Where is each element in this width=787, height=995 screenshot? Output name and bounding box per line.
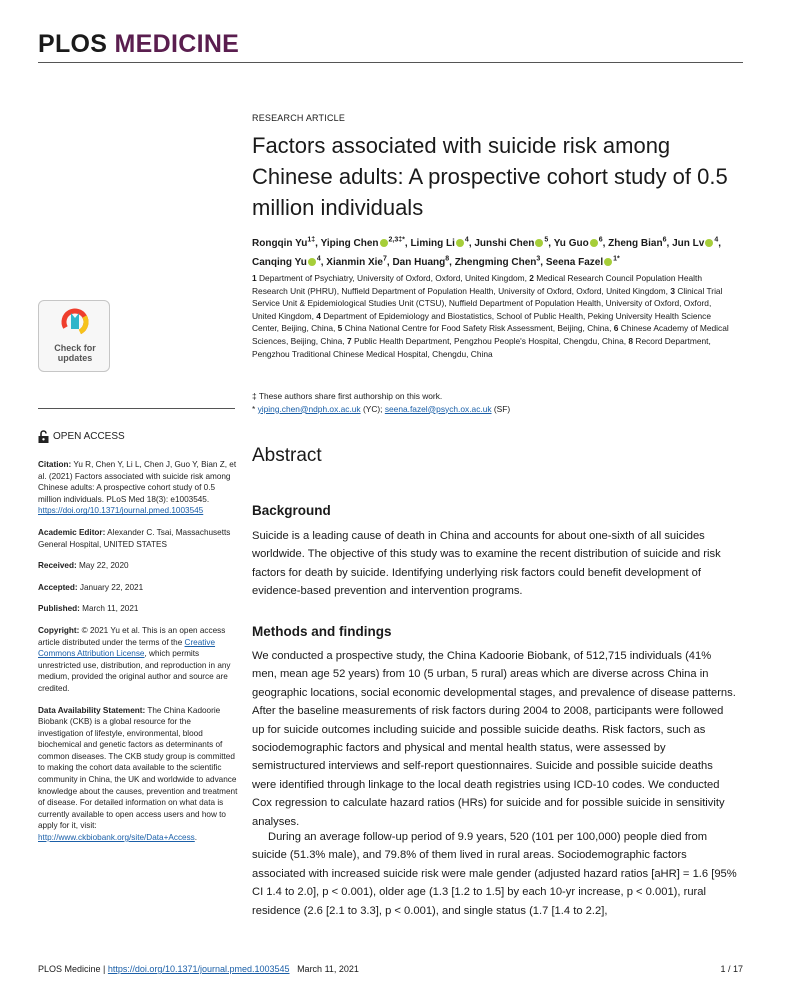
footer-doi-link[interactable]: https://doi.org/10.1371/journal.pmed.1003545 bbox=[107, 964, 290, 974]
email-link-sf[interactable]: seena.fazel@psych.ox.ac.uk bbox=[384, 403, 492, 414]
citation-text: Yu R, Chen Y, Li L, Chen J, Guo Y, Bian Z, et al. (2021) Factors associated with suicide risk among Chinese adults: A prospective cohort study of 0.5 million individuals. PLoS Med 18(3): e1003545. bbox=[38, 460, 237, 504]
author-entry bbox=[252, 257, 326, 268]
author-separator: , bbox=[315, 238, 321, 250]
affiliation-text: Clinical Trial Service Unit & Epidemiological Studies Unit (CTSU), Nuffield Department of Population Health, University of Oxford, Oxford, United Kingdom, bbox=[252, 285, 723, 321]
citation-block bbox=[38, 459, 238, 517]
author-entry bbox=[474, 238, 553, 249]
footer-journal: PLOS Medicine bbox=[38, 964, 101, 974]
footer-separator: | bbox=[103, 964, 106, 974]
affiliation-text: Public Health Department, Pengzhou People's Hospital, Chengdu, China, bbox=[353, 335, 627, 346]
author-name[interactable]: Yu Guo bbox=[553, 238, 589, 250]
academic-editor-text: Alexander C. Tsai, Massachusetts General Hospital, UNITED STATES bbox=[38, 527, 231, 549]
affiliation-text: Chinese Academy of Medical Sciences, Beijing, China, bbox=[252, 323, 729, 346]
orcid-icon[interactable] bbox=[535, 239, 543, 247]
affiliation-list bbox=[252, 272, 730, 360]
abstract-heading: Abstract bbox=[252, 445, 322, 466]
author-separator: , bbox=[404, 238, 411, 250]
citation-doi-link[interactable]: https://doi.org/10.1371/journal.pmed.1003545 bbox=[38, 506, 204, 516]
background-paragraph: Suicide is a leading cause of death in China and accounts for about one-sixth of all suicides worldwide. The objective of this study was to examine the recent distribution of suicide and risk factors for death by suicide. Identifying underlying risk factors could benefit development of evidence-based prevention and intervention programs. bbox=[252, 530, 721, 598]
author-name[interactable]: Seena Fazel bbox=[545, 256, 604, 268]
page-footer bbox=[38, 964, 743, 974]
author-separator: , bbox=[540, 256, 546, 268]
header-divider bbox=[38, 62, 743, 63]
check-for-updates-icon bbox=[60, 307, 90, 337]
received-label: Received: bbox=[38, 561, 77, 571]
journal-logo[interactable] bbox=[38, 30, 239, 59]
affiliation-number: 2 bbox=[529, 273, 534, 283]
affiliation-text: Department of Psychiatry, University of Oxford, Oxford, United Kingdom, bbox=[259, 273, 527, 283]
author-name[interactable]: Liming Li bbox=[410, 238, 455, 250]
data-availability-end: . bbox=[194, 833, 198, 843]
corresponding-star: * bbox=[252, 403, 256, 414]
background-heading: Background bbox=[252, 503, 331, 518]
data-availability-text: The China Kadoorie Biobank (CKB) is a global resource for the investigation of lifestyle, environmental, blood biochemical and genetic factors as determinants of common diseases. The CKB study group is committed to making the cohort data available to the scientific community in China, the UK and worldwide to advance knowledge about the causes, prevention and treatment of disease. For detailed information on what data is currently available to open access users and how to apply for it, visit: bbox=[38, 705, 238, 831]
shared-first-authorship-note: ‡ These authors share first authorship on this work. bbox=[252, 391, 443, 401]
author-name[interactable]: Xianmin Xie bbox=[326, 256, 383, 268]
journal-name-plos: PLOS bbox=[38, 30, 108, 58]
corresponding-emails bbox=[252, 403, 730, 416]
author-affiliation-sup: 4 bbox=[316, 255, 321, 263]
affiliation-number: 3 bbox=[670, 285, 675, 296]
author-entry bbox=[455, 257, 546, 268]
author-entry bbox=[252, 238, 321, 249]
author-name[interactable]: Zhengming Chen bbox=[454, 256, 537, 268]
sidebar-divider bbox=[38, 408, 235, 409]
affiliation-number: 4 bbox=[316, 310, 321, 321]
accepted-date: January 22, 2021 bbox=[79, 582, 144, 592]
author-separator: , bbox=[449, 256, 455, 268]
badge-line-1: Check for bbox=[54, 343, 96, 353]
author-separator: , bbox=[468, 238, 475, 250]
methods-paragraph-2: During an average follow-up period of 9.9 years, 520 (101 per 100,000) people died from suicide (51.3% male), and 79.8% of them lived in rural areas. Sociodemographic factors associated with increased suicide risk were male gender (adjusted hazard ratios [aHR] = 1.6 [95% CI 1.4 to 2.0], p < 0.001), older age (1.3 [1.2 to 1.5] by each 10-yr increase, p < 0.001), rural residence (2.6 [2.1 to 3.3], p < 0.001), and single status (1.7 [1.4 to 2.2], bbox=[252, 831, 737, 917]
orcid-icon[interactable] bbox=[590, 239, 598, 247]
footer-date: March 11, 2021 bbox=[297, 964, 359, 974]
author-separator: , bbox=[602, 238, 609, 250]
academic-editor-block bbox=[38, 527, 238, 550]
affiliation-number: 5 bbox=[337, 323, 343, 334]
affiliation-number: 8 bbox=[628, 335, 634, 346]
author-entry bbox=[546, 257, 620, 268]
author-entry bbox=[608, 238, 672, 249]
affiliation-text: Medical Research Council Population Health Research Unit (PHRU), Nuffield Department of Population Health, University of Oxford, Oxford, United Kingdom, bbox=[252, 273, 703, 296]
received-date-block bbox=[38, 560, 238, 572]
badge-line-2: updates bbox=[57, 353, 93, 363]
author-list bbox=[252, 233, 742, 270]
email-link-yc[interactable]: yiping.chen@ndph.ox.ac.uk bbox=[257, 403, 361, 414]
author-entry bbox=[554, 238, 608, 249]
affiliation-text: Record Department, Pengzhou Traditional Chinese Medical Hospital, Chengdu, China bbox=[252, 335, 711, 359]
check-for-updates-badge[interactable] bbox=[38, 300, 110, 372]
page-number: 1 / 17 bbox=[720, 964, 743, 974]
author-name[interactable]: Junshi Chen bbox=[474, 238, 535, 250]
affiliation-number: 1 bbox=[252, 273, 257, 283]
copyright-text: © 2021 Yu et al. This is an open access article distributed under the terms of the bbox=[38, 625, 226, 647]
journal-name-medicine: MEDICINE bbox=[114, 30, 240, 58]
author-name[interactable]: Rongqin Yu bbox=[252, 238, 308, 250]
data-availability-block bbox=[38, 705, 238, 844]
ckb-data-access-link[interactable]: http://www.ckbiobank.org/site/Data+Access bbox=[38, 833, 195, 843]
author-affiliation-sup: 4 bbox=[714, 237, 719, 244]
article-info-sidebar bbox=[38, 430, 238, 854]
received-date: May 22, 2020 bbox=[78, 561, 129, 571]
accepted-date-block bbox=[38, 582, 238, 594]
open-access-label bbox=[38, 430, 238, 443]
copyright-label: Copyright: bbox=[38, 625, 80, 635]
author-affiliation-sup: 6 bbox=[662, 237, 667, 244]
copyright-block bbox=[38, 625, 238, 695]
email-tag-sf: (SF) bbox=[493, 403, 511, 414]
author-name[interactable]: Zheng Bian bbox=[608, 238, 663, 250]
open-access-text: OPEN ACCESS bbox=[53, 430, 125, 442]
author-separator: , bbox=[548, 238, 554, 250]
license-link[interactable]: Creative Commons Attribution License bbox=[38, 637, 216, 659]
author-entry bbox=[672, 238, 721, 249]
author-affiliation-sup: 8 bbox=[445, 255, 450, 263]
published-date-block bbox=[38, 603, 238, 615]
affiliation-number: 7 bbox=[346, 335, 352, 346]
citation-label: Citation: bbox=[38, 460, 72, 469]
article-type-label: RESEARCH ARTICLE bbox=[252, 113, 346, 123]
orcid-icon[interactable] bbox=[456, 239, 464, 247]
published-label: Published: bbox=[38, 604, 80, 614]
affiliation-text: China National Centre for Food Safety Risk Assessment, Beijing, China, bbox=[344, 323, 612, 334]
author-entry bbox=[326, 257, 392, 268]
methods-heading: Methods and findings bbox=[252, 624, 392, 639]
author-name[interactable]: Canqing Yu bbox=[252, 256, 307, 268]
open-lock-icon bbox=[38, 430, 49, 443]
article-title: Factors associated with suicide risk among Chinese adults: A prospective cohort study of 0.5 million individuals bbox=[252, 133, 728, 220]
author-affiliation-sup: 3 bbox=[536, 255, 541, 263]
author-notes bbox=[252, 390, 730, 415]
author-name[interactable]: Yiping Chen bbox=[320, 238, 379, 250]
author-affiliation-sup: 6 bbox=[598, 237, 603, 244]
academic-editor-label: Academic Editor: bbox=[38, 527, 106, 537]
author-affiliation-sup: 7 bbox=[382, 255, 387, 263]
email-tag-yc: (YC); bbox=[362, 403, 383, 414]
orcid-icon[interactable] bbox=[308, 258, 316, 266]
author-affiliation-sup: 1‡ bbox=[307, 237, 316, 244]
author-name[interactable]: Dan Huang bbox=[392, 256, 446, 268]
orcid-icon[interactable] bbox=[380, 239, 388, 247]
author-separator: , bbox=[320, 256, 327, 268]
orcid-icon[interactable] bbox=[604, 258, 612, 266]
affiliation-text: Department of Epidemiology and Biostatistics, School of Public Health, Peking University Health Science Center, Beijing, China, bbox=[252, 310, 712, 334]
methods-paragraph-1: We conducted a prospective study, the China Kadoorie Biobank, of 512,715 individuals (41% men, mean age 52 years) from 10 (5 urban, 5 rural) areas which are diverse across China in geographic locations, social economic developmental stages, and prevalence of disease patterns. After the baseline measurements of risk factors during 2004 to 2008, participants were followed up for suicide outcomes including suicide and possible suicide deaths. Risk factors, such as sociodemographic factors and physical and mental health status, were assessed by semistructured interviews and self-report questionnaires. Suicide and possible suicide deaths were identified through linkage to the local death registries using ICD-10 codes. We conducted Cox regression to calculate hazard ratios (HRs) for suicide and for possible suicide in sensitivity analyses. bbox=[252, 650, 736, 828]
copyright-text-end: , which permits unrestricted use, distribution, and reproduction in any medium, provided the original author and source are credited. bbox=[38, 649, 231, 693]
data-availability-label: Data Availability Statement: bbox=[38, 705, 146, 715]
author-affiliation-sup: 4 bbox=[464, 237, 469, 244]
author-separator: , bbox=[718, 238, 721, 250]
affiliation-number: 6 bbox=[613, 323, 619, 334]
published-date: March 11, 2021 bbox=[82, 604, 139, 614]
author-affiliation-sup: 1* bbox=[613, 255, 620, 263]
author-affiliation-sup: 2,3‡* bbox=[388, 237, 405, 244]
orcid-icon[interactable] bbox=[705, 239, 713, 247]
author-separator: , bbox=[386, 256, 393, 268]
author-entry bbox=[392, 257, 454, 268]
author-entry bbox=[410, 238, 474, 249]
author-entry bbox=[321, 238, 411, 249]
accepted-label: Accepted: bbox=[38, 582, 78, 592]
author-separator: , bbox=[666, 238, 673, 250]
author-name[interactable]: Jun Lv bbox=[672, 238, 705, 250]
author-affiliation-sup: 5 bbox=[544, 237, 549, 244]
